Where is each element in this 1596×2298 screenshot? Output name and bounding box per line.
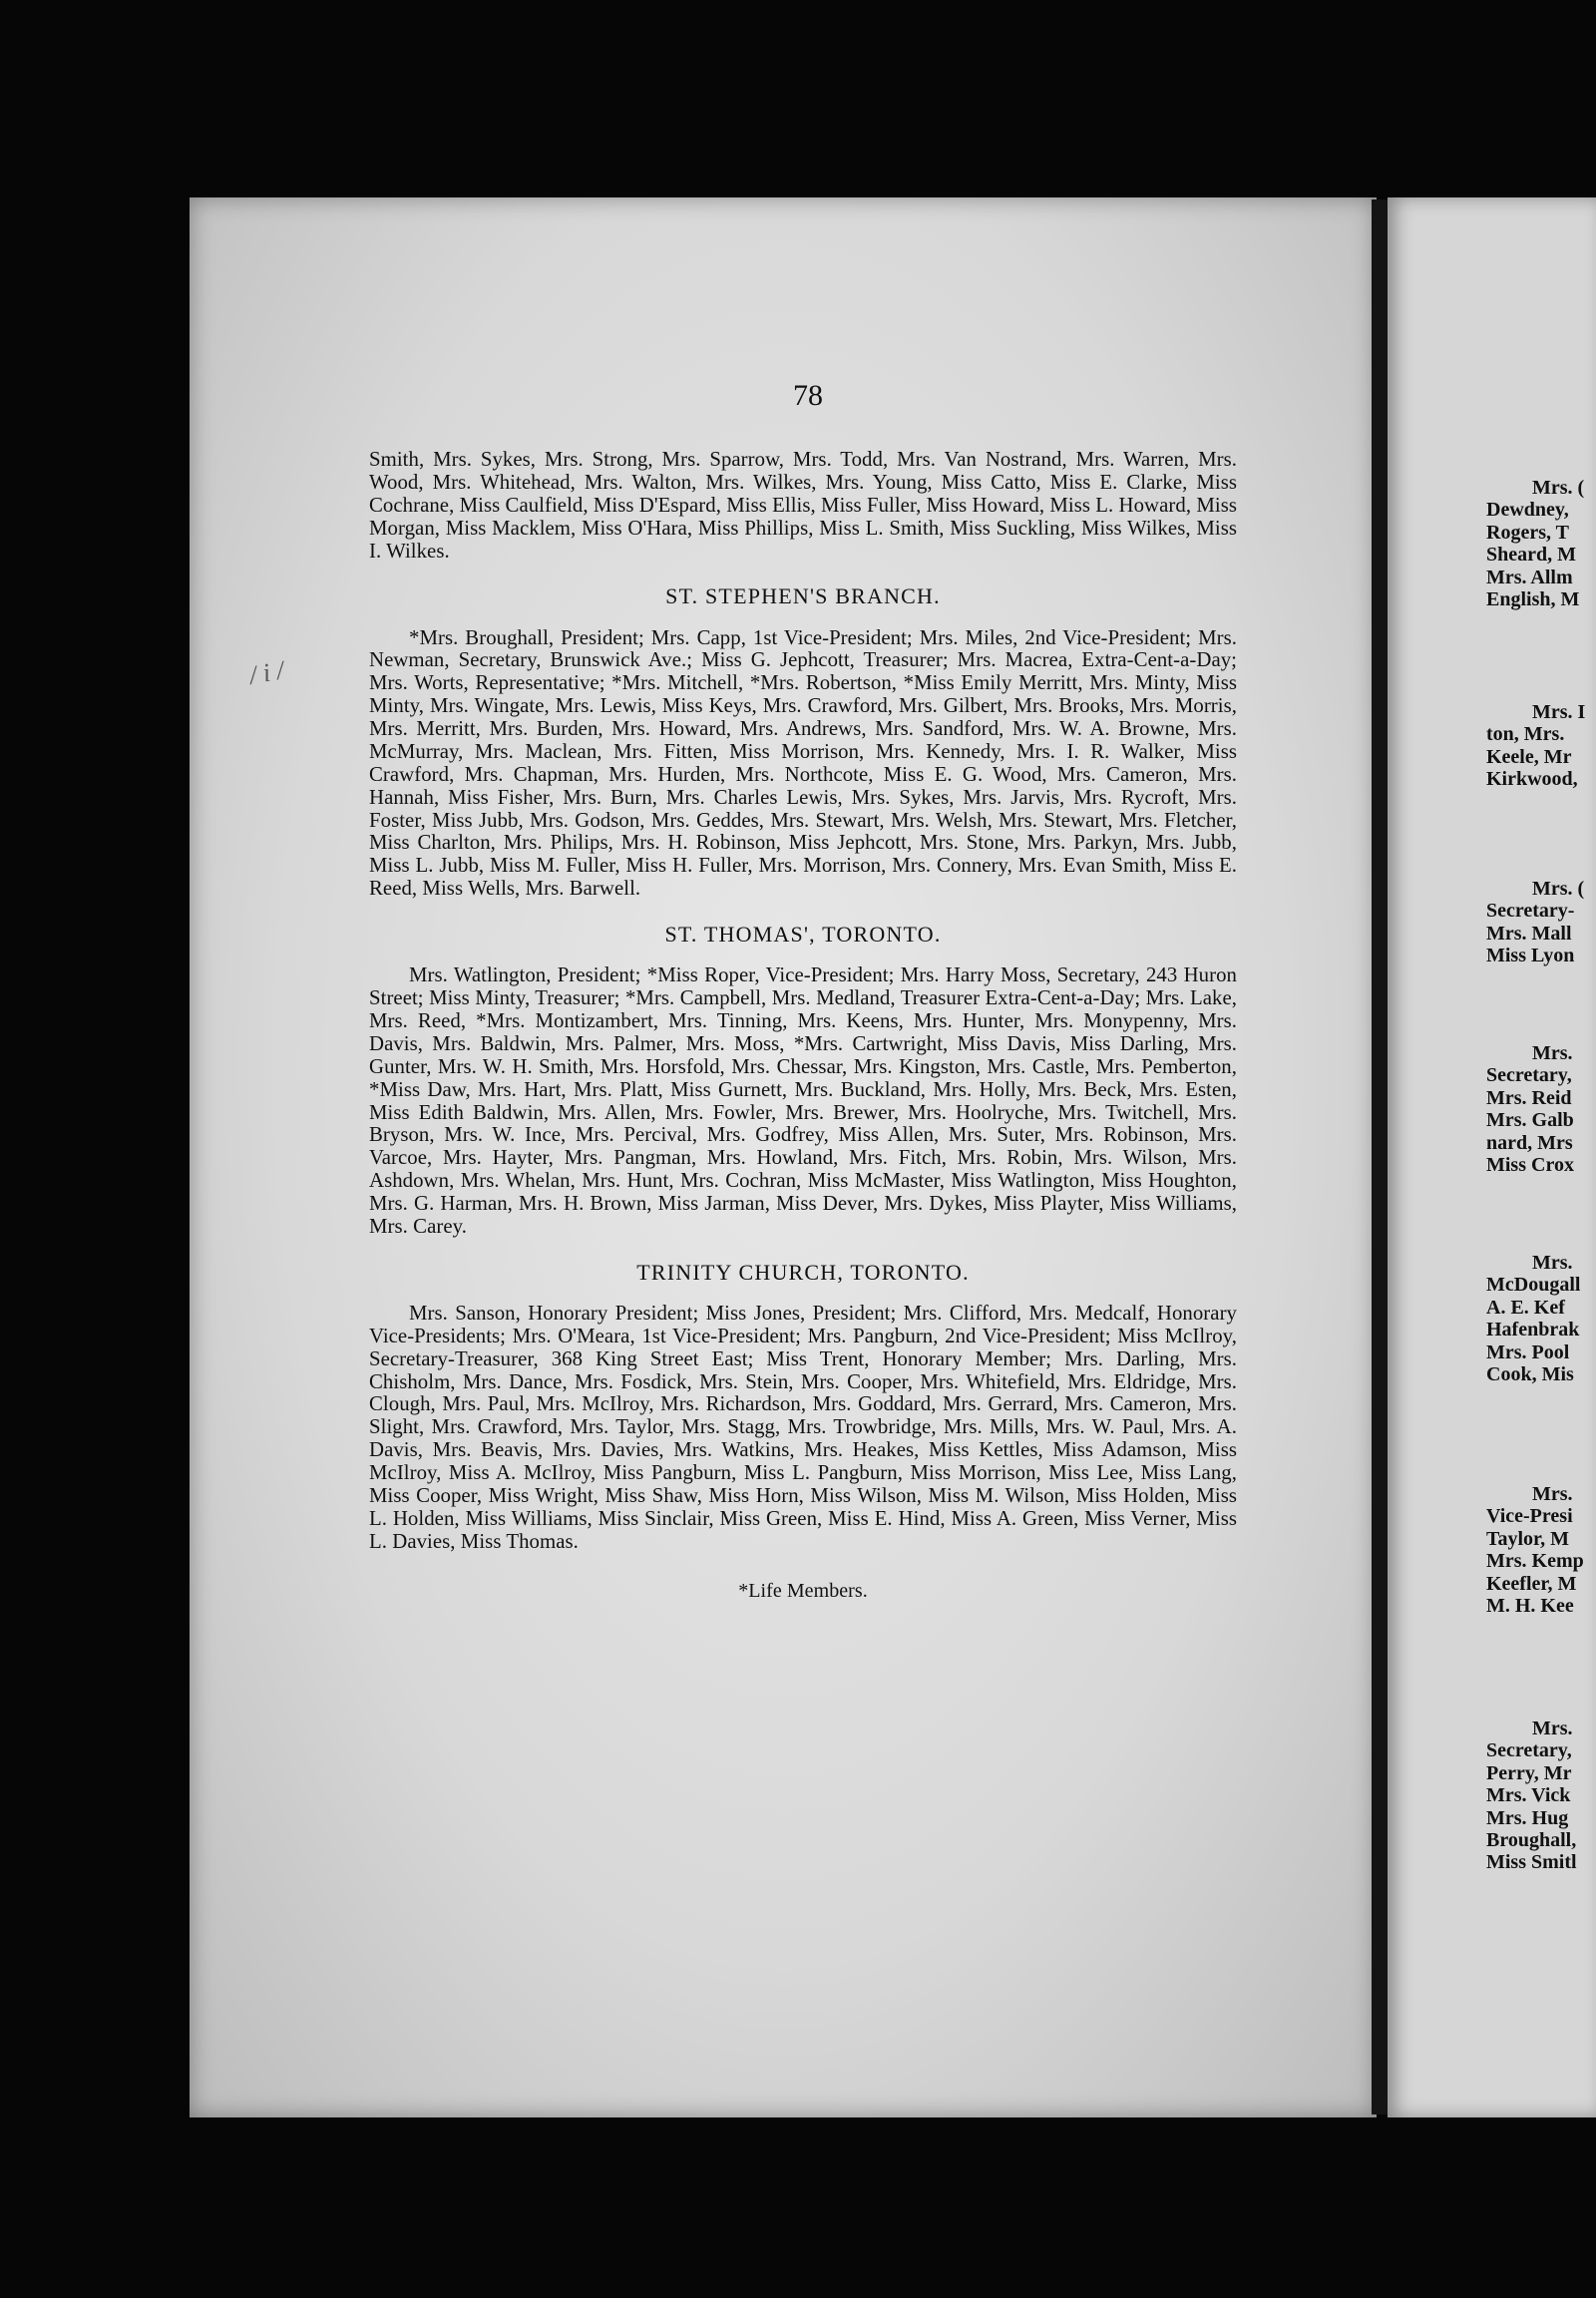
section-heading: ST. STEPHEN'S BRANCH. [665, 583, 941, 609]
right-page-line: Vice-Presi [1486, 1505, 1573, 1528]
section-heading: ST. THOMAS', TORONTO. [664, 922, 942, 948]
right-page-line: English, M [1486, 587, 1580, 610]
right-page-line: Mrs. Allm [1486, 566, 1573, 588]
intro-paragraph: Smith, Mrs. Sykes, Mrs. Strong, Mrs. Sparrow, Mrs. Todd, Mrs. Van Nostrand, Mrs. Warren, Mrs. Wood, Mrs. Whitehead, Mrs. Walton, Mrs. Wilkes, Mrs. Young, Miss Catto, Miss E. Clarke, Miss Cochrane, Miss Caulfield, Miss D'Espard, Miss Ellis, Miss Fuller, Miss Howard, Miss L. Howard, Miss Morgan, Miss Macklem, Miss O'Hara, Miss Phillips, Miss L. Smith, Miss Suckling, Miss Wilkes, Miss I. Wilkes. [369, 448, 1237, 563]
right-page-line: Mrs. Reid [1486, 1086, 1572, 1109]
right-page-line: Kirkwood, [1486, 768, 1578, 791]
page-body [369, 449, 1237, 1602]
right-page-block [1486, 1252, 1596, 1385]
right-page-line: Mrs. ( [1532, 477, 1585, 499]
right-page-line: Mrs. Kemp [1486, 1550, 1584, 1573]
right-page-block [1486, 1483, 1596, 1617]
right-page-line: Cook, Mis [1486, 1362, 1574, 1385]
right-page-line: nard, Mrs [1486, 1131, 1573, 1154]
section-paragraph: *Mrs. Broughall, President; Mrs. Capp, 1st Vice-President; Mrs. Miles, 2nd Vice-President; Mrs. Newman, Secretary, Brunswick Ave.; Miss G. Jephcott, Treasurer; Mrs. Macrea, Extra-Cent-a-Day; Mrs. Worts, Representative; *Mrs. Mitchell, *Mrs. Robertson, *Miss Emily Merritt, Mrs. Minty, Miss Minty, Mrs. Wingate, Mrs. Lewis, Miss Keys, Mrs. Crawford, Mrs. Gilbert, Mrs. Brooks, Mrs. Morris, Mrs. Merritt, Mrs. Burden, Mrs. Howard, Mrs. Andrews, Mrs. Sandford, Mrs. W. A. Browne, Mrs. McMurray, Mrs. Maclean, Mrs. Fitten, Miss Morrison, Mrs. Kennedy, Mrs. I. R. Walker, Miss Crawford, Mrs. Chapman, Mrs. Hurden, Mrs. Northcote, Miss E. G. Wood, Mrs. Cameron, Mrs. Hannah, Miss Fisher, Mrs. Burn, Mrs. Charles Lewis, Mrs. Sykes, Mrs. Jarvis, Mrs. Rycroft, Mrs. Foster, Miss Jubb, Mrs. Godson, Mrs. Geddes, Mrs. Stewart, Mrs. Welsh, Mrs. Stewart, Mrs. Fletcher, Miss Charlton, Mrs. Philips, Mrs. H. Robinson, Miss Jephcott, Mrs. Stone, Mrs. Parkyn, Mrs. Jubb, Miss L. Jubb, Miss M. Fuller, Miss H. Fuller, Mrs. Morrison, Mrs. Connery, Mrs. Evan Smith, Miss E. Reed, Miss Wells, Mrs. Barwell. [369, 625, 1237, 901]
right-page-line: Mrs. [1532, 1718, 1573, 1739]
right-page-line: Sheard, M [1486, 544, 1576, 567]
right-page-line: Miss Lyon [1486, 945, 1575, 967]
right-page-line: Hafenbrak [1486, 1319, 1580, 1341]
margin-annotation: / i / [246, 655, 286, 690]
book-gutter [1372, 199, 1388, 2114]
right-page-line: Mrs. Hug [1486, 1806, 1569, 1829]
right-page-line: Dewdney, [1486, 499, 1569, 522]
right-page-line: Secretary, [1486, 1064, 1572, 1087]
right-page-line: Mrs. Pool [1486, 1340, 1570, 1363]
footnote: *Life Members. [738, 1579, 868, 1602]
right-page-line: Keele, Mr [1486, 745, 1572, 768]
section-paragraph: Mrs. Watlington, President; *Miss Roper, Vice-President; Mrs. Harry Moss, Secretary, 243 Huron Street; Miss Minty, Treasurer; *Mrs. Campbell, Mrs. Medland, Treasurer Extra-Cent-a-Day; Mrs. Lake, Mrs. Reed, *Mrs. Montizambert, Mrs. Tinning, Mrs. Keens, Mrs. Hunter, Mrs. Monypenny, Mrs. Davis, Mrs. Baldwin, Mrs. Palmer, Mrs. Moss, *Mrs. Cartwright, Miss Davis, Miss Darling, Mrs. Gunter, Mrs. W. H. Smith, Mrs. Horsfold, Mrs. Chessar, Mrs. Kingston, Mrs. Castle, Mrs. Pemberton, *Miss Daw, Mrs. Hart, Mrs. Platt, Miss Gurnett, Mrs. Buckland, Mrs. Holly, Mrs. Beck, Mrs. Esten, Miss Edith Baldwin, Mrs. Allen, Mrs. Fowler, Mrs. Brewer, Mrs. Hoolryche, Mrs. Twitchell, Mrs. Bryson, Mrs. W. Ince, Mrs. Percival, Mrs. Godfrey, Miss Allen, Mrs. Suter, Mrs. Robinson, Mrs. Varcoe, Mrs. Hayter, Mrs. Pangman, Mrs. Howland, Mrs. Fitch, Mrs. Robin, Mrs. Wilson, Mrs. Ashdown, Mrs. Whelan, Mrs. Hunt, Mrs. Cochran, Miss McMaster, Miss Watlington, Miss Houghton, Mrs. G. Harman, Mrs. H. Brown, Miss Jarman, Miss Dever, Mrs. Dykes, Miss Playter, Miss Williams, Mrs. Carey. [369, 963, 1237, 1238]
right-page-line: Mrs. ( [1532, 878, 1585, 900]
right-page-line: McDougall [1486, 1274, 1581, 1297]
right-page-line: Broughall, [1486, 1828, 1577, 1851]
right-page-block [1486, 477, 1596, 610]
right-page-line: Mrs. [1532, 1042, 1573, 1064]
page-number: 78 [793, 379, 823, 412]
right-page-block [1486, 1042, 1596, 1176]
right-page-line: Keefler, M [1486, 1572, 1577, 1595]
right-page-line: Secretary- [1486, 900, 1575, 923]
right-page-line: Miss Smitl [1486, 1851, 1577, 1874]
right-page-line: Perry, Mr [1486, 1761, 1572, 1784]
right-page-line: Mrs. I [1532, 701, 1586, 723]
right-page-line: Taylor, M [1486, 1527, 1569, 1550]
right-page-block [1486, 1718, 1596, 1874]
right-page-line: Mrs. [1532, 1252, 1573, 1274]
right-page-line: Mrs. Vick [1486, 1784, 1571, 1807]
right-page-block [1486, 701, 1596, 791]
right-page-line: A. E. Kef [1486, 1296, 1565, 1319]
right-page-line: Miss Crox [1486, 1153, 1574, 1176]
section-heading: TRINITY CHURCH, TORONTO. [636, 1259, 970, 1285]
right-page-line: M. H. Kee [1486, 1594, 1574, 1617]
right-page-block [1486, 878, 1596, 967]
right-page-line: Mrs. Mall [1486, 922, 1572, 945]
section-paragraph: Mrs. Sanson, Honorary President; Miss Jones, President; Mrs. Clifford, Mrs. Medcalf, Honorary Vice-Presidents; Mrs. O'Meara, 1st Vice-President; Mrs. Pangburn, 2nd Vice-President; Miss McIlroy, Secretary-Treasurer, 368 King Street East; Miss Trent, Honorary Member; Mrs. Darling, Mrs. Chisholm, Mrs. Dance, Mrs. Fosdick, Mrs. Stein, Mrs. Cooper, Mrs. Whitefield, Mrs. Eldridge, Mrs. Clough, Mrs. Paul, Mrs. McIlroy, Mrs. Richardson, Mrs. Goddard, Mrs. Gerrard, Mrs. Cameron, Mrs. Slight, Mrs. Crawford, Mrs. Taylor, Mrs. Stagg, Mrs. Trowbridge, Mrs. Mills, Mrs. W. Paul, Mrs. A. Davis, Mrs. Beavis, Mrs. Davies, Mrs. Watkins, Mrs. Heakes, Miss Kettles, Miss Adamson, Miss McIlroy, Miss A. McIlroy, Miss Pangburn, Miss L. Pangburn, Miss Morrison, Miss Lee, Miss Lang, Miss Cooper, Miss Wright, Miss Shaw, Miss Horn, Miss Wilson, Miss M. Wilson, Miss Holden, Miss L. Holden, Miss Williams, Miss Sinclair, Miss Green, Miss E. Hind, Miss A. Green, Miss Verner, Miss L. Davies, Miss Thomas. [369, 1301, 1237, 1553]
right-page-line: Secretary, [1486, 1739, 1572, 1762]
right-page-line: Rogers, T [1486, 521, 1569, 544]
right-page-line: ton, Mrs. [1486, 723, 1565, 746]
right-page-line: Mrs. [1532, 1483, 1573, 1505]
right-page-line: Mrs. Galb [1486, 1109, 1574, 1132]
